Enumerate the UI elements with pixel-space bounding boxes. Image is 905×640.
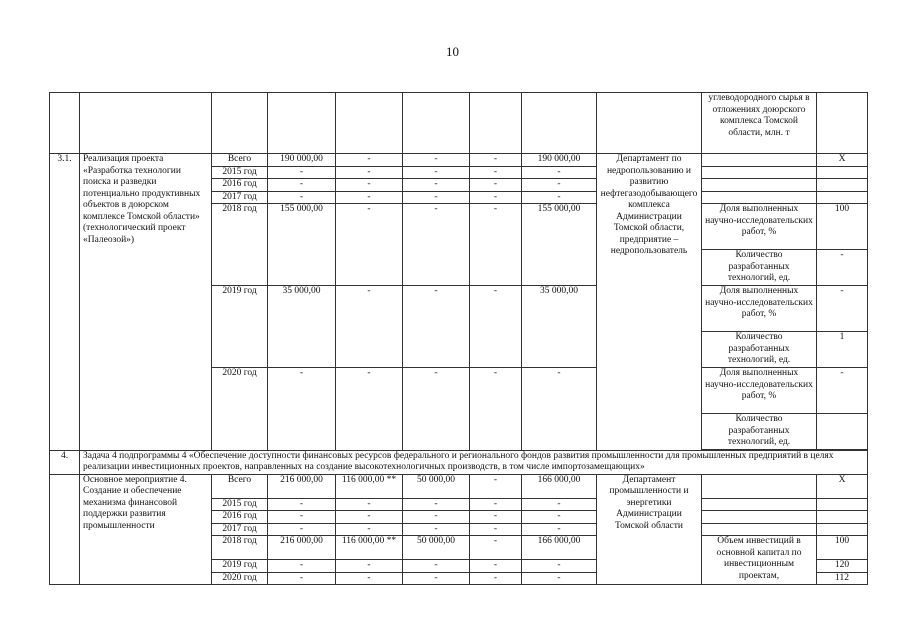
indicator-value: - [817, 286, 868, 332]
amount-total: 216 000,00 [268, 536, 336, 560]
amount-regional: - [403, 154, 470, 167]
amount-extrabudget: - [522, 179, 597, 192]
indicator-name: Доля выполненных научно-исследовательских работ, % [702, 286, 817, 332]
amount-extrabudget: - [522, 166, 597, 179]
indicator-value: 100 [817, 536, 868, 560]
amount-local: - [470, 166, 522, 179]
amount-regional: - [403, 191, 470, 204]
amount-extrabudget: 35 000,00 [522, 286, 597, 368]
amount-total: - [268, 368, 336, 451]
measure-name: Основное мероприятие 4. Создание и обеспечение механизма финансовой поддержки развития промышленности [80, 474, 212, 585]
amount-total: - [268, 560, 336, 573]
amount-extrabudget: 155 000,00 [522, 204, 597, 286]
amount-federal: - [336, 572, 403, 585]
amount-local: - [470, 511, 522, 524]
amount-extrabudget: - [522, 560, 597, 573]
amount-local: - [470, 191, 522, 204]
period-cell: 2018 год [212, 536, 268, 560]
item-number: 3.1. [50, 154, 80, 451]
indicator-value: Х [817, 154, 868, 167]
amount-local: - [470, 560, 522, 573]
amount-total: - [268, 191, 336, 204]
period-cell: 2016 год [212, 511, 268, 524]
amount-local: - [470, 204, 522, 286]
period-cell: Всего [212, 154, 268, 167]
amount-regional: - [403, 560, 470, 573]
amount-extrabudget: - [522, 498, 597, 511]
amount-total: - [268, 511, 336, 524]
amount-federal: - [336, 511, 403, 524]
table-row [50, 154, 868, 167]
program-table [49, 92, 868, 585]
amount-federal: - [336, 191, 403, 204]
amount-extrabudget: 190 000,00 [522, 154, 597, 167]
amount-regional: 50 000,00 [403, 474, 470, 498]
task-number: 4. [50, 450, 80, 474]
period-cell: 2017 год [212, 191, 268, 204]
amount-total: - [268, 523, 336, 536]
amount-federal: - [336, 166, 403, 179]
indicator-value: 100 [817, 204, 868, 250]
indicator-value: 1 [817, 332, 868, 368]
period-cell: 2015 год [212, 498, 268, 511]
indicator-name: Доля выполненных научно-исследовательских работ, % [702, 204, 817, 250]
period-cell: 2019 год [212, 286, 268, 368]
measure-name: Реализация проекта «Разработка технологии поиска и разведки потенциально продуктивных объектов в доюрском комплексе Томской области» (технологический проект «Палеозой») [80, 154, 212, 451]
amount-regional: - [403, 523, 470, 536]
indicator-value: - [817, 250, 868, 286]
indicator-value: - [817, 368, 868, 414]
period-cell: 2017 год [212, 523, 268, 536]
amount-regional: - [403, 286, 470, 368]
amount-extrabudget: 166 000,00 [522, 474, 597, 498]
period-cell: 2020 год [212, 572, 268, 585]
amount-federal: - [336, 179, 403, 192]
amount-federal: 116 000,00 ** [336, 474, 403, 498]
amount-local: - [470, 154, 522, 167]
amount-total: - [268, 166, 336, 179]
amount-total: 35 000,00 [268, 286, 336, 368]
period-cell: Всего [212, 474, 268, 498]
amount-total: - [268, 179, 336, 192]
amount-extrabudget: - [522, 572, 597, 585]
indicator-value: Х [817, 474, 868, 498]
indicator-name: Количество разработанных технологий, ед. [702, 414, 817, 450]
amount-extrabudget: - [522, 191, 597, 204]
amount-extrabudget: - [522, 523, 597, 536]
indicator-value [817, 414, 868, 450]
amount-regional: - [403, 179, 470, 192]
amount-local: - [470, 536, 522, 560]
amount-federal: - [336, 368, 403, 451]
page-number: 10 [446, 44, 459, 59]
amount-total: 190 000,00 [268, 154, 336, 167]
amount-regional: - [403, 572, 470, 585]
amount-local: - [470, 523, 522, 536]
indicator-value: 120 [817, 560, 868, 573]
amount-federal: - [336, 154, 403, 167]
executor: Департамент по недропользованию и развитию нефтегазодобывающего комплекса Администрации Томской области, предприятие – недропользователь [597, 154, 702, 451]
amount-federal: - [336, 286, 403, 368]
amount-local: - [470, 286, 522, 368]
amount-extrabudget: 166 000,00 [522, 536, 597, 560]
indicator-value: 112 [817, 572, 868, 585]
indicator-name: Объем инвестиций в основной капитал по инвестиционным проектам, [702, 536, 817, 585]
amount-regional: - [403, 204, 470, 286]
amount-local: - [470, 474, 522, 498]
amount-local: - [470, 368, 522, 451]
amount-regional: - [403, 511, 470, 524]
table-row [50, 450, 868, 474]
executor: Департамент промышленности и энергетики Администрации Томской области [597, 474, 702, 585]
period-cell: 2019 год [212, 560, 268, 573]
amount-total: - [268, 498, 336, 511]
amount-regional: - [403, 368, 470, 451]
amount-federal: - [336, 498, 403, 511]
amount-federal: - [336, 523, 403, 536]
amount-federal: - [336, 560, 403, 573]
table-row [50, 474, 868, 498]
amount-local: - [470, 572, 522, 585]
indicator-name: Количество разработанных технологий, ед. [702, 332, 817, 368]
table-row [50, 93, 868, 154]
amount-regional: 50 000,00 [403, 536, 470, 560]
amount-total: 216 000,00 [268, 474, 336, 498]
amount-regional: - [403, 498, 470, 511]
amount-extrabudget: - [522, 511, 597, 524]
period-cell: 2015 год [212, 166, 268, 179]
indicator-name: Количество разработанных технологий, ед. [702, 250, 817, 286]
amount-regional: - [403, 166, 470, 179]
amount-local: - [470, 498, 522, 511]
amount-local: - [470, 179, 522, 192]
amount-federal: - [336, 204, 403, 286]
amount-total: 155 000,00 [268, 204, 336, 286]
period-cell: 2016 год [212, 179, 268, 192]
amount-extrabudget: - [522, 368, 597, 451]
period-cell: 2018 год [212, 204, 268, 286]
indicator-name: углеводородного сырья в отложениях доюрского комплекса Томской области, млн. т [702, 93, 817, 154]
amount-federal: 116 000,00 ** [336, 536, 403, 560]
amount-total: - [268, 572, 336, 585]
period-cell: 2020 год [212, 368, 268, 451]
task-title: Задача 4 подпрограммы 4 «Обеспечение доступности финансовых ресурсов федерального и регионального фондов развития промышленности для промышленных предприятий в целях реализации инвестиционных проектов, направленных на создание высокотехнологичных производств, в том числе импортозамещающих» [80, 450, 868, 474]
indicator-name: Доля выполненных научно-исследовательских работ, % [702, 368, 817, 414]
